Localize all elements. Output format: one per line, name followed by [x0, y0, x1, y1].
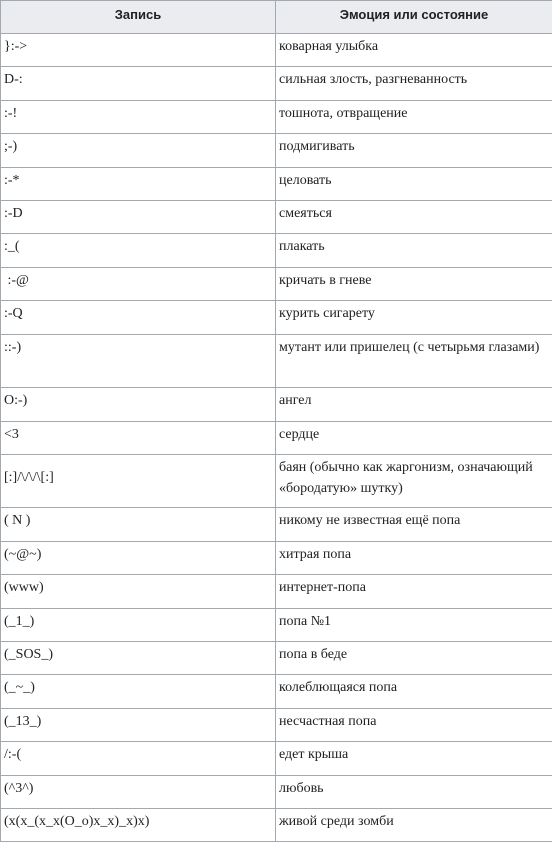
notation-cell: ::-): [1, 334, 276, 388]
notation-cell: :-!: [1, 100, 276, 133]
emotion-cell: мутант или пришелец (с четырьмя глазами): [276, 334, 552, 388]
emotion-cell: живой среди зомби: [276, 809, 552, 842]
emotion-cell: смеяться: [276, 200, 552, 233]
notation-cell: D-:: [1, 67, 276, 100]
table-row: [1, 454, 552, 508]
emotion-cell: попа в беде: [276, 642, 552, 675]
table-row: [1, 67, 552, 100]
emotion-cell: интернет-попа: [276, 575, 552, 608]
notation-cell: (_~_): [1, 675, 276, 708]
table-row: [1, 200, 552, 233]
emotion-cell: сильная злость, разгневанность: [276, 67, 552, 100]
notation-cell: ( N ): [1, 508, 276, 541]
column-header-emotion[interactable]: Эмоция или состояние: [276, 1, 552, 34]
emotion-cell: подмигивать: [276, 134, 552, 167]
table-row: [1, 100, 552, 133]
notation-cell: :-@: [1, 267, 276, 300]
table-row: [1, 541, 552, 574]
emotion-cell: едет крыша: [276, 742, 552, 775]
emotion-cell: хитрая попа: [276, 541, 552, 574]
table-row: [1, 34, 552, 67]
emotion-cell: никому не известная ещё попа: [276, 508, 552, 541]
table-row: [1, 575, 552, 608]
notation-cell: [:]/\/\/\[:]: [1, 454, 276, 508]
notation-cell: (~@~): [1, 541, 276, 574]
table-row: [1, 508, 552, 541]
notation-cell: O:-): [1, 388, 276, 421]
notation-cell: ;-): [1, 134, 276, 167]
notation-cell: (^3^): [1, 775, 276, 808]
table-row: [1, 301, 552, 334]
notation-cell: (_13_): [1, 708, 276, 741]
emotion-cell: баян (обычно как жаргонизм, означающий «бородатую» шутку): [276, 454, 552, 508]
notation-cell: }:->: [1, 34, 276, 67]
emotion-cell: колеблющаяся попа: [276, 675, 552, 708]
table-row: [1, 134, 552, 167]
emotion-cell: курить сигарету: [276, 301, 552, 334]
notation-cell: :_(: [1, 234, 276, 267]
notation-cell: (_1_): [1, 608, 276, 641]
table-header-row: [1, 1, 552, 34]
notation-cell: :-D: [1, 200, 276, 233]
emotion-cell: попа №1: [276, 608, 552, 641]
emotion-cell: целовать: [276, 167, 552, 200]
table-row: [1, 334, 552, 388]
notation-cell: (x(x_(x_x(O_o)x_x)_x)x): [1, 809, 276, 842]
notation-cell: :-Q: [1, 301, 276, 334]
emotion-cell: сердце: [276, 421, 552, 454]
notation-cell: /:-(: [1, 742, 276, 775]
table-row: [1, 267, 552, 300]
emotion-cell: ангел: [276, 388, 552, 421]
column-header-notation[interactable]: Запись: [1, 1, 276, 34]
notation-cell: <3: [1, 421, 276, 454]
table-row: [1, 388, 552, 421]
table-row: [1, 809, 552, 842]
notation-cell: :-*: [1, 167, 276, 200]
notation-cell: (_SOS_): [1, 642, 276, 675]
table-row: [1, 708, 552, 741]
table-row: [1, 775, 552, 808]
emotion-cell: тошнота, отвращение: [276, 100, 552, 133]
table-row: [1, 608, 552, 641]
emotion-cell: плакать: [276, 234, 552, 267]
emotion-cell: несчастная попа: [276, 708, 552, 741]
table-row: [1, 234, 552, 267]
table-row: [1, 642, 552, 675]
table-row: [1, 167, 552, 200]
notation-cell: (www): [1, 575, 276, 608]
emotion-cell: кричать в гневе: [276, 267, 552, 300]
table-row: [1, 421, 552, 454]
emotion-cell: коварная улыбка: [276, 34, 552, 67]
table-row: [1, 675, 552, 708]
table-row: [1, 742, 552, 775]
emotion-cell: любовь: [276, 775, 552, 808]
